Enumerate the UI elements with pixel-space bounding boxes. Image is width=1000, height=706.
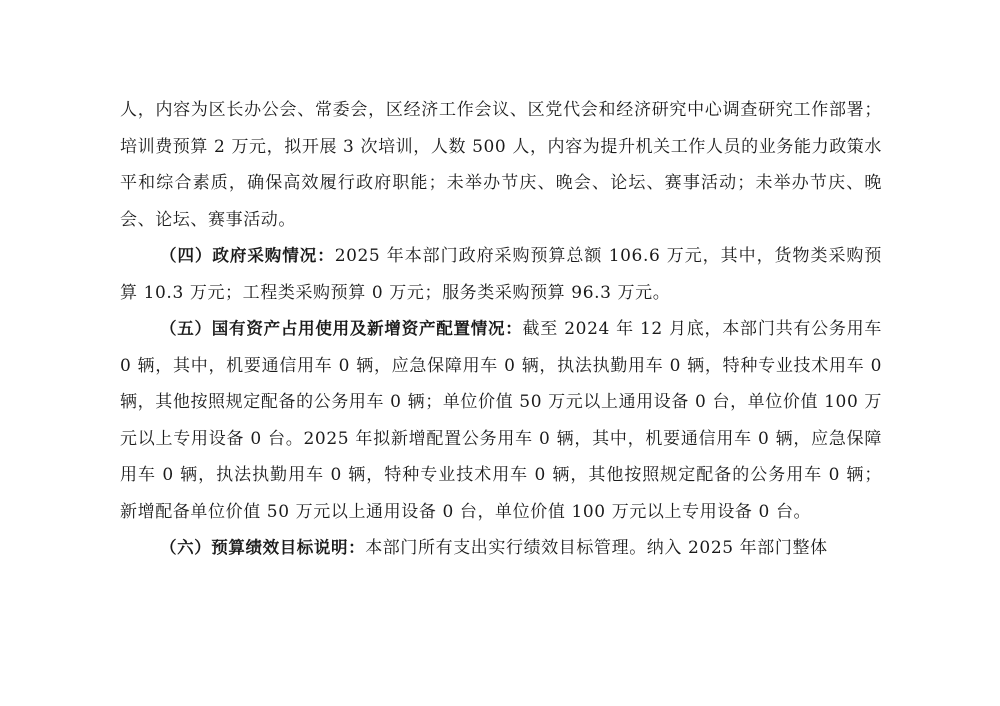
section-heading: （四）政府采购情况： bbox=[160, 246, 335, 265]
paragraph-text: 截至 2024 年 12 月底，本部门共有公务用车 0 辆，其中，机要通信用车 0 辆，应急保障用车 0 辆，执法执勤用车 0 辆，特种专业技术用车 0 辆，其他按照规定配备的公务用车 0 辆；单位价值 50 万元以上通用设备 0 台，单位价值 100 万元以上专用设备 0 台。2025 年拟新增配置公务用车 0 辆，其中，机要通信用车 0 辆，应急保障用车 0 辆，执法执勤用车 0 辆，特种专业技术用车 0 辆，其他按照规定配备的公务用车 0 辆；新增配备单位价值 50 万元以上通用设备 0 台，单位价值 100 万元以上专用设备 0 台。 bbox=[120, 319, 882, 522]
paragraph-state-assets bbox=[120, 311, 882, 530]
paragraph-continuation bbox=[120, 92, 882, 238]
paragraph-government-procurement bbox=[120, 238, 882, 311]
paragraph-text: 2025 年本部门政府采购预算总额 106.6 万元，其中，货物类采购预算 10.3 万元；工程类采购预算 0 万元；服务类采购预算 96.3 万元。 bbox=[120, 246, 882, 303]
section-heading: （六）预算绩效目标说明： bbox=[160, 538, 366, 557]
paragraph-performance-goals bbox=[120, 530, 882, 567]
document-body bbox=[120, 92, 882, 567]
paragraph-text: 人，内容为区长办公会、常委会，区经济工作会议、区党代会和经济研究中心调查研究工作部署；培训费预算 2 万元，拟开展 3 次培训，人数 500 人，内容为提升机关工作人员的业务能力政策水平和综合素质，确保高效履行政府职能；未举办节庆、晚会、论坛、赛事活动；未举办节庆、晚会、论坛、赛事活动。 bbox=[120, 100, 882, 230]
paragraph-text: 本部门所有支出实行绩效目标管理。纳入 2025 年部门整体 bbox=[365, 538, 828, 558]
section-heading: （五）国有资产占用使用及新增资产配置情况： bbox=[160, 319, 523, 338]
